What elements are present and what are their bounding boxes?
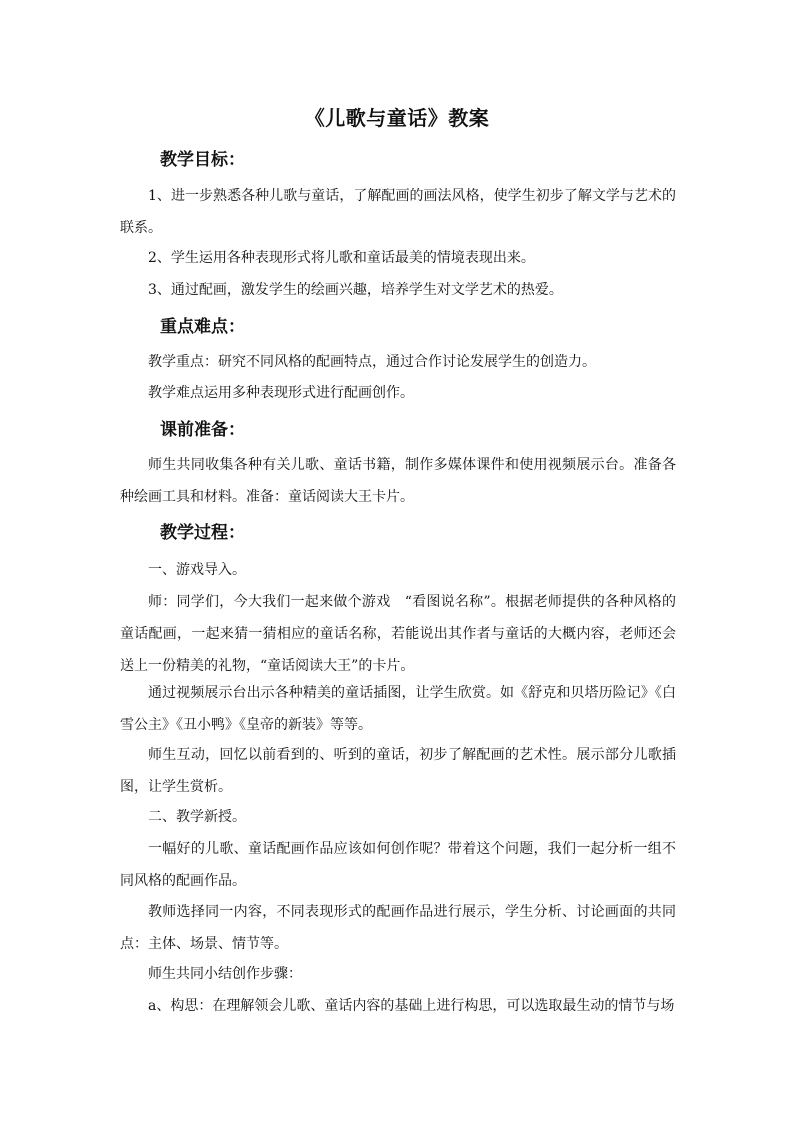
heading-key-points: 重点难点： bbox=[160, 317, 245, 337]
heading-preparation: 课前准备： bbox=[160, 420, 245, 440]
heading-teaching-process: 教学过程： bbox=[160, 523, 245, 543]
process-item-6: 一幅好的儿歌、童话配画作品应该如何创作呢？带着这个问题，我们一起分析一组不同风格的配画作品。 bbox=[120, 841, 676, 889]
process-item-1: 一、游戏导入。 bbox=[148, 562, 246, 578]
goal-item-1: 1、进一步熟悉各种儿歌与童话，了解配画的画法风格，使学生初步了解文学与艺术的联系。 bbox=[120, 188, 676, 236]
focus-item-2: 教学难点运用多种表现形式进行配画创作。 bbox=[148, 385, 414, 401]
process-item-8: 师生共同小结创作步骤： bbox=[148, 966, 302, 982]
heading-teaching-goals: 教学目标： bbox=[160, 150, 245, 170]
goal-item-2: 2、学生运用各种表现形式将儿歌和童话最美的情境表现出来。 bbox=[148, 250, 535, 266]
process-item-4: 师生互动，回忆以前看到的、听到的童话，初步了解配画的艺术性。展示部分儿歌插图，让学生赏析。 bbox=[120, 747, 676, 795]
process-item-2: 师：同学们，今大我们一起来做个游戏 “看图说名称”。根据老师提供的各种风格的童话配画，一起来猜一猜相应的童话名称，若能说出其作者与童话的大概内容，老师还会送上一份精美的礼物，“童话阅读大王”的卡片。 bbox=[120, 594, 676, 674]
process-item-3: 通过视频展示台出示各种精美的童话插图，让学生欣赏。如《舒克和贝塔历险记》《白雪公主》《丑小鸭》《皇帝的新装》等等。 bbox=[120, 685, 676, 733]
focus-item-1: 教学重点：研究不同风格的配画特点，通过合作讨论发展学生的创造力。 bbox=[148, 354, 596, 370]
process-item-9: a、构思：在理解领会儿歌、童话内容的基础上进行构思，可以选取最生动的情节与场 bbox=[148, 998, 675, 1014]
goal-item-3: 3、通过配画，激发学生的绘画兴趣，培养学生对文学艺术的热爱。 bbox=[148, 282, 563, 298]
prep-item-1: 师生共同收集各种有关儿歌、童话书籍，制作多媒体课件和使用视频展示台。准备各种绘画工具和材料。准备：童话阅读大王卡片。 bbox=[120, 457, 676, 505]
document-title: 《儿歌与童话》教案 bbox=[304, 106, 490, 130]
process-item-5: 二、教学新授。 bbox=[148, 809, 246, 825]
process-item-7: 教师选择同一内容，不同表现形式的配画作品进行展示，学生分析、讨论画面的共同点：主体、场景、情节等。 bbox=[120, 904, 676, 952]
